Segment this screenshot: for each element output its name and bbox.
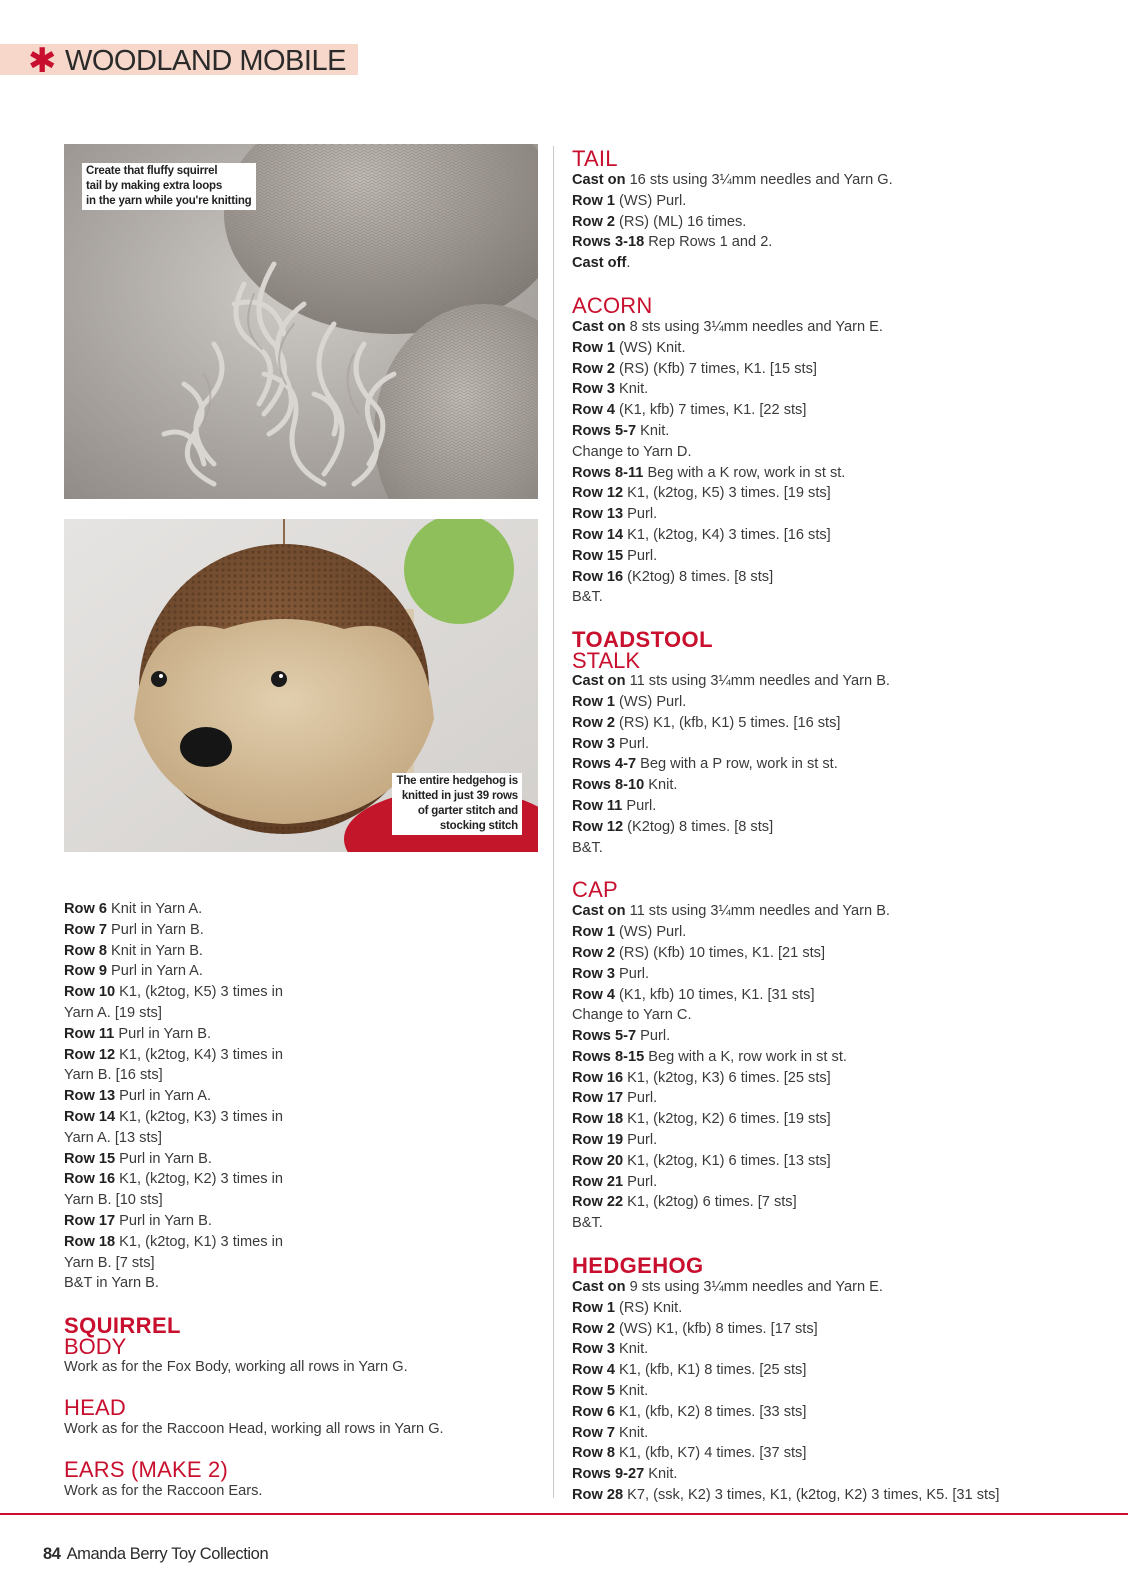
row-label: Row 12 xyxy=(64,1046,116,1063)
row-label: Cast on xyxy=(572,318,626,335)
row-label: Row 15 xyxy=(64,1150,116,1167)
row-label: Row 14 xyxy=(572,526,624,543)
row-instruction: (WS) K1, (kfb) 8 times. [17 sts] xyxy=(614,1320,818,1337)
row-label: Rows 8-11 xyxy=(572,464,644,481)
footer-rule xyxy=(0,1513,1128,1515)
row-instruction: Knit. xyxy=(636,422,670,439)
pattern-row xyxy=(572,985,1112,1006)
pattern-row xyxy=(572,191,1112,212)
pattern-row xyxy=(64,961,534,982)
row-instruction: Beg with a K row, work in st st. xyxy=(643,464,846,481)
row-instruction: (RS) Knit. xyxy=(614,1299,683,1316)
row-label: Row 1 xyxy=(572,192,615,209)
row-instruction: K1, (kfb, K7) 4 times. [37 sts] xyxy=(614,1445,807,1462)
row-instruction: Knit. xyxy=(614,1341,649,1358)
row-instruction: Knit. xyxy=(644,777,678,794)
row-instruction: K1, (k2tog, K3) 3 times in xyxy=(115,1108,283,1125)
page-number: 84 xyxy=(43,1545,61,1563)
pattern-row xyxy=(572,775,1112,796)
row-label: Cast on xyxy=(572,673,626,690)
fox-rows-continued xyxy=(64,899,534,1294)
row-label: Row 2 xyxy=(572,213,615,230)
pattern-row xyxy=(572,1464,1112,1485)
pattern-row xyxy=(64,1149,534,1170)
toadstool-heading: TOADSTOOL xyxy=(572,627,713,653)
row-label: Row 11 xyxy=(572,797,623,814)
pattern-row xyxy=(572,379,1112,400)
pattern-row xyxy=(572,796,1112,817)
pattern-row xyxy=(572,943,1112,964)
pattern-row xyxy=(572,421,1112,442)
pattern-row xyxy=(64,1211,534,1232)
row-instruction: Purl. xyxy=(623,1132,658,1149)
pattern-row xyxy=(572,1213,1112,1234)
row-instruction: Purl. xyxy=(614,735,650,752)
row-label: Row 14 xyxy=(64,1108,116,1125)
row-label: Row 16 xyxy=(572,568,624,585)
row-instruction: (K2tog) 8 times. [8 sts] xyxy=(623,568,774,585)
row-instruction: Knit. xyxy=(644,1466,678,1483)
cap-rows xyxy=(572,901,1112,1234)
row-label: Rows 8-10 xyxy=(572,777,645,794)
row-label: Row 4 xyxy=(572,986,615,1003)
toadstool-stalk-heading: STALK xyxy=(572,648,641,674)
row-instruction: Yarn B. [10 sts] xyxy=(64,1192,163,1209)
pattern-row xyxy=(572,1339,1112,1360)
pattern-row xyxy=(572,922,1112,943)
pattern-row xyxy=(572,1298,1112,1319)
pattern-row xyxy=(64,899,534,920)
row-instruction: (K2tog) 8 times. [8 sts] xyxy=(623,818,774,835)
row-label: Row 1 xyxy=(572,924,615,941)
pattern-row xyxy=(572,1192,1112,1213)
row-instruction: Beg with a P row, work in st st. xyxy=(636,756,838,773)
pattern-row xyxy=(572,483,1112,504)
row-label: Row 18 xyxy=(572,1111,624,1128)
pattern-row xyxy=(572,567,1112,588)
row-label: Row 16 xyxy=(572,1069,624,1086)
row-instruction: Purl. xyxy=(623,506,658,523)
row-label: Row 12 xyxy=(572,485,624,502)
row-label: Row 2 xyxy=(572,360,615,377)
row-instruction: 11 sts using 3¼mm needles and Yarn B. xyxy=(625,673,890,690)
row-label: Row 13 xyxy=(572,506,624,523)
row-instruction: (WS) Knit. xyxy=(614,339,686,356)
row-label: Row 17 xyxy=(572,1090,624,1107)
pattern-row xyxy=(64,1273,534,1294)
row-instruction: Purl in Yarn A. xyxy=(115,1088,212,1105)
pattern-row xyxy=(572,1381,1112,1402)
pattern-row xyxy=(572,463,1112,484)
hedgehog-caption: The entire hedgehog is knitted in just 39 rows of garter stitch and stocking stitch xyxy=(392,773,522,835)
row-instruction: B&T in Yarn B. xyxy=(64,1275,159,1292)
row-label: Row 9 xyxy=(64,963,107,980)
acorn-heading: ACORN xyxy=(572,292,653,318)
row-instruction: Purl in Yarn B. xyxy=(114,1025,212,1042)
row-label: Row 6 xyxy=(572,1403,615,1420)
row-instruction: 16 sts using 3¼mm needles and Yarn G. xyxy=(625,172,893,188)
row-label: Row 3 xyxy=(572,735,615,752)
pattern-row xyxy=(572,754,1112,775)
row-instruction: K1, (kfb, K2) 8 times. [33 sts] xyxy=(614,1403,807,1420)
row-instruction: Purl. xyxy=(622,797,657,814)
row-instruction: K1, (k2tog, K2) 3 times in xyxy=(115,1171,283,1188)
row-instruction: Knit in Yarn A. xyxy=(106,901,203,917)
right-column xyxy=(572,144,1112,1506)
pattern-row xyxy=(572,317,1112,338)
row-label: Rows 8-15 xyxy=(572,1048,645,1065)
row-label: Row 1 xyxy=(572,339,615,356)
row-label: Row 15 xyxy=(572,547,624,564)
row-instruction: Purl. xyxy=(614,965,650,982)
pattern-row xyxy=(64,1024,534,1045)
row-label: Cast on xyxy=(572,172,626,188)
pattern-row xyxy=(572,1151,1112,1172)
row-label: Row 19 xyxy=(572,1132,624,1149)
pattern-row xyxy=(572,1026,1112,1047)
row-instruction: Purl in Yarn B. xyxy=(106,921,204,938)
row-instruction: K1, (k2tog, K1) 6 times. [13 sts] xyxy=(623,1152,831,1169)
pattern-row xyxy=(64,1190,534,1211)
row-instruction: Purl. xyxy=(623,1173,658,1190)
pattern-row xyxy=(572,1109,1112,1130)
row-label: Cast on xyxy=(572,1279,626,1296)
pattern-row xyxy=(572,1088,1112,1109)
row-instruction: Purl in Yarn B. xyxy=(115,1212,212,1229)
row-instruction: (RS) K1, (kfb, K1) 5 times. [16 sts] xyxy=(614,714,841,731)
squirrel-heading: SQUIRREL xyxy=(64,1313,181,1339)
row-instruction: Knit. xyxy=(614,381,649,398)
row-instruction: Yarn A. [19 sts] xyxy=(64,1004,162,1021)
page-title: WOODLAND MOBILE xyxy=(65,45,346,77)
row-instruction: Yarn B. [7 sts] xyxy=(64,1254,155,1271)
row-label: Row 3 xyxy=(572,965,615,982)
row-instruction: Purl in Yarn A. xyxy=(106,963,203,980)
row-label: Row 8 xyxy=(572,1445,615,1462)
row-instruction: K1, (k2tog, K4) 3 times in xyxy=(115,1046,283,1063)
pattern-row xyxy=(64,1065,534,1086)
pattern-row xyxy=(572,1277,1112,1298)
row-instruction: Change to Yarn C. xyxy=(572,1007,692,1024)
pattern-row xyxy=(572,1047,1112,1068)
pattern-row xyxy=(572,338,1112,359)
row-instruction: K1, (k2tog, K1) 3 times in xyxy=(115,1233,283,1250)
row-label: Row 21 xyxy=(572,1173,624,1190)
row-instruction: (RS) (Kfb) 7 times, K1. [15 sts] xyxy=(614,360,817,377)
row-instruction: B&T. xyxy=(572,1215,603,1232)
row-label: Row 12 xyxy=(572,818,624,835)
pattern-row xyxy=(572,713,1112,734)
row-label: Rows 4-7 xyxy=(572,756,637,773)
row-instruction: Purl. xyxy=(623,1090,658,1107)
pattern-row xyxy=(572,1005,1112,1026)
row-instruction: 9 sts using 3¼mm needles and Yarn E. xyxy=(625,1279,883,1296)
pattern-row xyxy=(572,232,1112,253)
row-label: Row 2 xyxy=(572,714,615,731)
pattern-row xyxy=(572,525,1112,546)
row-instruction: Purl. xyxy=(636,1028,671,1045)
pattern-row xyxy=(572,817,1112,838)
pattern-row xyxy=(64,941,534,962)
pattern-row xyxy=(572,253,1112,274)
pattern-row xyxy=(572,170,1112,191)
row-label: Row 2 xyxy=(572,1320,615,1337)
squirrel-ears-text: Work as for the Raccoon Ears. xyxy=(64,1482,263,1499)
squirrel-tail-caption: Create that fluffy squirrel tail by making extra loops in the yarn while you're knitting xyxy=(82,163,256,210)
row-label: Rows 3-18 xyxy=(572,234,645,251)
pattern-row xyxy=(64,1086,534,1107)
row-instruction: K1, (k2tog, K3) 6 times. [25 sts] xyxy=(623,1069,831,1086)
row-instruction: (RS) (ML) 16 times. xyxy=(614,213,747,230)
pattern-row xyxy=(572,442,1112,463)
asterisk-icon: ✱ xyxy=(28,41,57,81)
row-label: Row 1 xyxy=(572,693,615,710)
row-instruction: K1, (k2tog, K2) 6 times. [19 sts] xyxy=(623,1111,831,1128)
tail-rows xyxy=(572,170,1112,274)
pattern-row xyxy=(64,1003,534,1024)
pattern-row xyxy=(572,1402,1112,1423)
row-instruction: K7, (ssk, K2) 3 times, K1, (k2tog, K2) 3 times, K5. [31 sts] xyxy=(623,1487,1000,1504)
row-label: Row 10 xyxy=(64,984,116,1001)
row-instruction: (RS) (Kfb) 10 times, K1. [21 sts] xyxy=(614,944,826,961)
row-label: Row 6 xyxy=(64,901,107,917)
row-label: Cast on xyxy=(572,903,626,920)
row-label: Row 2 xyxy=(572,944,615,961)
pattern-row xyxy=(64,1232,534,1253)
row-label: Row 5 xyxy=(572,1383,615,1400)
pattern-row xyxy=(572,671,1112,692)
column-divider xyxy=(553,146,554,1498)
pattern-row xyxy=(572,964,1112,985)
pattern-row xyxy=(572,1172,1112,1193)
row-label: Cast off xyxy=(572,255,627,272)
pattern-row xyxy=(64,1107,534,1128)
row-instruction: Rep Rows 1 and 2. xyxy=(644,234,773,251)
pattern-row xyxy=(572,546,1112,567)
squirrel-ears-heading: EARS (MAKE 2) xyxy=(64,1456,228,1482)
row-instruction: K1, (k2tog, K4) 3 times. [16 sts] xyxy=(623,526,831,543)
squirrel-head-text: Work as for the Raccoon Head, working all rows in Yarn G. xyxy=(64,1420,444,1437)
row-instruction: . xyxy=(626,255,631,272)
row-instruction: (WS) Purl. xyxy=(614,192,687,209)
row-label: Rows 5-7 xyxy=(572,1028,637,1045)
row-instruction: Purl. xyxy=(623,547,658,564)
pattern-row xyxy=(572,587,1112,608)
row-label: Rows 5-7 xyxy=(572,422,637,439)
pattern-row xyxy=(572,359,1112,380)
row-instruction: Change to Yarn D. xyxy=(572,443,692,460)
acorn-rows xyxy=(572,317,1112,608)
row-label: Row 1 xyxy=(572,1299,615,1316)
row-label: Row 13 xyxy=(64,1088,116,1105)
pattern-row xyxy=(572,400,1112,421)
row-instruction: (K1, kfb) 10 times, K1. [31 sts] xyxy=(614,986,815,1003)
row-label: Row 11 xyxy=(64,1025,115,1042)
row-instruction: Knit in Yarn B. xyxy=(106,942,203,959)
row-label: Row 20 xyxy=(572,1152,624,1169)
hedgehog-heading: HEDGEHOG xyxy=(572,1253,704,1279)
stalk-rows xyxy=(572,671,1112,858)
left-column xyxy=(64,899,534,1502)
row-label: Row 28 xyxy=(572,1487,624,1504)
pattern-row xyxy=(572,692,1112,713)
row-instruction: Yarn B. [16 sts] xyxy=(64,1067,163,1084)
pattern-row xyxy=(572,1443,1112,1464)
row-instruction: Purl in Yarn B. xyxy=(115,1150,212,1167)
pattern-row xyxy=(572,1423,1112,1444)
row-instruction: Knit. xyxy=(614,1383,649,1400)
row-label: Row 22 xyxy=(572,1194,624,1211)
row-instruction: K1, (kfb, K1) 8 times. [25 sts] xyxy=(614,1362,807,1379)
row-label: Row 18 xyxy=(64,1233,116,1250)
row-instruction: B&T. xyxy=(572,839,603,856)
row-label: Row 8 xyxy=(64,942,107,959)
pattern-row xyxy=(572,504,1112,525)
row-instruction: 8 sts using 3¼mm needles and Yarn E. xyxy=(625,318,883,335)
row-instruction: K1, (k2tog) 6 times. [7 sts] xyxy=(623,1194,797,1211)
pattern-row xyxy=(572,1068,1112,1089)
pattern-row xyxy=(572,838,1112,859)
row-instruction: Knit. xyxy=(614,1424,649,1441)
toadstool-cap-heading: CAP xyxy=(572,877,618,903)
pattern-row xyxy=(64,982,534,1003)
row-instruction: (WS) Purl. xyxy=(614,693,687,710)
row-instruction: Beg with a K, row work in st st. xyxy=(644,1048,847,1065)
row-instruction: K1, (k2tog, K5) 3 times. [19 sts] xyxy=(623,485,831,502)
row-instruction: Yarn A. [13 sts] xyxy=(64,1129,162,1146)
pattern-row xyxy=(572,901,1112,922)
pattern-row xyxy=(64,1045,534,1066)
row-label: Row 16 xyxy=(64,1171,116,1188)
hedgehog-rows xyxy=(572,1277,1112,1506)
row-label: Row 3 xyxy=(572,381,615,398)
pattern-row xyxy=(64,1128,534,1149)
row-label: Rows 9-27 xyxy=(572,1466,645,1483)
pattern-row xyxy=(572,212,1112,233)
page-footer xyxy=(43,1544,268,1564)
pattern-row xyxy=(64,1169,534,1190)
pattern-row xyxy=(572,734,1112,755)
pattern-row xyxy=(572,1319,1112,1340)
squirrel-body-heading: BODY xyxy=(64,1334,127,1360)
row-instruction: B&T. xyxy=(572,589,603,606)
pattern-row xyxy=(572,1485,1112,1506)
row-instruction: (K1, kfb) 7 times, K1. [22 sts] xyxy=(614,402,807,419)
pattern-row xyxy=(572,1130,1112,1151)
pattern-row xyxy=(572,1360,1112,1381)
publication-name: Amanda Berry Toy Collection xyxy=(66,1545,269,1563)
row-instruction: K1, (k2tog, K5) 3 times in xyxy=(115,984,283,1001)
row-label: Row 7 xyxy=(64,921,107,938)
row-label: Row 7 xyxy=(572,1424,615,1441)
row-label: Row 17 xyxy=(64,1212,116,1229)
row-instruction: (WS) Purl. xyxy=(614,924,687,941)
pattern-row xyxy=(64,920,534,941)
pattern-row xyxy=(64,1253,534,1274)
row-instruction: 11 sts using 3¼mm needles and Yarn B. xyxy=(625,903,890,920)
row-label: Row 3 xyxy=(572,1341,615,1358)
row-label: Row 4 xyxy=(572,1362,615,1379)
row-label: Row 4 xyxy=(572,402,615,419)
tail-heading: TAIL xyxy=(572,146,618,171)
squirrel-head-heading: HEAD xyxy=(64,1394,126,1420)
squirrel-body-text: Work as for the Fox Body, working all rows in Yarn G. xyxy=(64,1359,408,1376)
